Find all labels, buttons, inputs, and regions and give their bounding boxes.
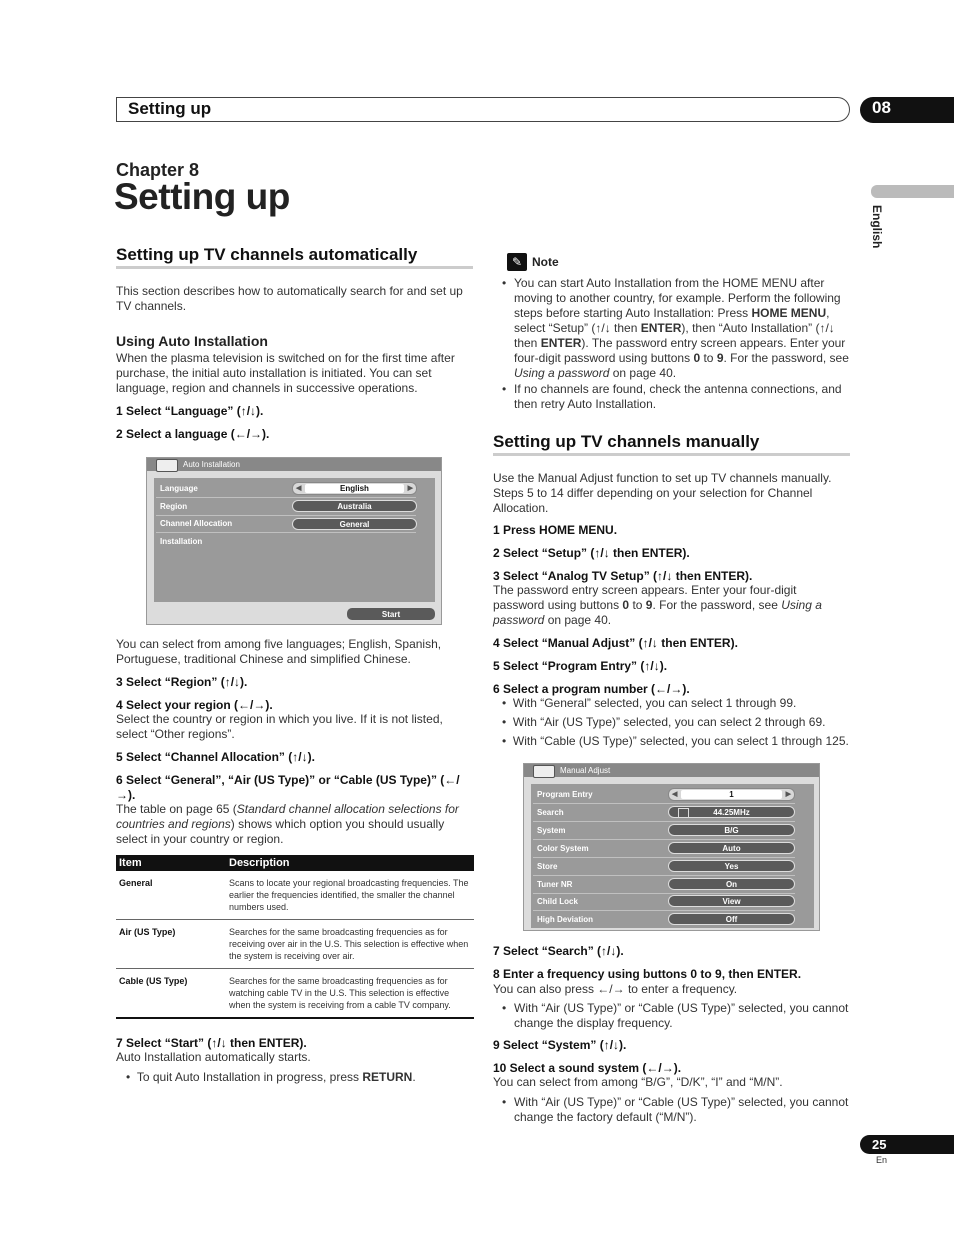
osd-divider	[533, 893, 795, 894]
language-side-tab	[871, 185, 954, 198]
manual-step-8-text: You can also press ←/→ to enter a frequency.	[493, 982, 738, 996]
table-row	[116, 920, 474, 969]
side-language-label: English	[870, 205, 884, 249]
region-value[interactable]: Australia	[292, 500, 417, 512]
table-cell-item: Cable (US Type)	[119, 976, 188, 986]
page-number: 25	[860, 1135, 954, 1154]
manual-step-6-bullet: • With “Cable (US Type)” selected, you can select 1 through 125.	[502, 734, 849, 748]
manual-step-10-text: You can select from among “B/G”, “D/K”, “I” and “M/N”.	[493, 1075, 783, 1089]
password-reference: Using a password	[493, 598, 822, 627]
text-span: The password entry screen appears. Enter your four-digit password using buttons	[493, 583, 797, 612]
manual-step-6: 6 Select a program number (←/→).	[493, 682, 690, 696]
step-2: 2 Select a language (←/→).	[116, 427, 270, 441]
text-span: The table on page 65 (	[116, 802, 237, 816]
osd-row-label: Tuner NR	[537, 880, 573, 889]
color-system-value[interactable]: Auto	[668, 842, 795, 854]
note-icon: ✎	[507, 253, 527, 271]
table-cell-desc: Scans to locate your regional broadcasting frequencies. The earlier the frequencies identified, the smaller the channel numbers used.	[226, 871, 474, 920]
section-title-auto: Setting up TV channels automatically	[116, 245, 418, 264]
text-span: ) shows which option you should usually select in your country or region.	[116, 817, 445, 846]
bullet-dot: •	[502, 1095, 507, 1109]
manual-step-7: 7 Select “Search” (↑/↓).	[493, 944, 624, 958]
section-rule	[493, 453, 850, 456]
manual-step-2: 2 Select “Setup” (↑/↓ then ENTER).	[493, 546, 690, 560]
bullet-dot: •	[502, 276, 507, 290]
digit-key: 9	[716, 351, 724, 365]
arrow-right-icon[interactable]: ▶	[785, 791, 791, 798]
manual-step-4: 4 Select “Manual Adjust” (↑/↓ then ENTER).	[493, 636, 738, 650]
step-3: 3 Select “Region” (↑/↓).	[116, 675, 248, 689]
keypad-icon	[678, 808, 689, 818]
osd-header	[524, 764, 819, 777]
osd-row-label: Installation	[160, 537, 203, 546]
language-selector[interactable]	[292, 482, 417, 495]
tv-icon	[533, 765, 555, 778]
manual-step-6-bullet: • With “General” selected, you can select 1 through 99.	[502, 696, 797, 710]
digit-key: 0	[693, 351, 701, 365]
osd-row-label: Store	[537, 862, 558, 871]
osd-row-label: Channel Allocation	[160, 519, 233, 528]
text-span: To quit Auto Installation in progress, press	[136, 1070, 363, 1084]
digit-key: 0	[622, 598, 630, 612]
chapter-number-badge: 08	[860, 97, 954, 123]
bullet-text: With “Air (US Type)” or “Cable (US Type)” selected, you cannot change the factory default (“M/N”).	[514, 1095, 849, 1124]
start-button[interactable]: Start	[346, 607, 436, 621]
note-title: Note	[532, 255, 559, 269]
search-frequency[interactable]	[668, 806, 795, 818]
table-header-description: Description	[226, 855, 474, 871]
osd-divider	[533, 910, 795, 911]
text-span: ), then “Auto Installation” (↑/↓ then	[514, 321, 835, 350]
step-5: 5 Select “Channel Allocation” (↑/↓).	[116, 750, 315, 764]
step-4-text: Select the country or region in which you live. If it is not listed, select “Other regions”.	[116, 712, 443, 741]
note-bullet-1-text	[514, 276, 850, 381]
step-7: 7 Select “Start” (↑/↓ then ENTER).	[116, 1036, 307, 1050]
manual-step-9: 9 Select “System” (↑/↓).	[493, 1038, 627, 1052]
allocation-table	[116, 855, 474, 1017]
table-header-item: Item	[116, 855, 226, 871]
step-6-text	[116, 802, 474, 847]
manual-step-8-bullet	[502, 1001, 850, 1031]
osd-row-label: Color System	[537, 844, 589, 853]
intro-text: This section describes how to automatically search for and set up TV channels.	[116, 284, 463, 313]
text-span: With “Air (US Type)” selected, you can select 2 through 69.	[512, 715, 826, 729]
manual-intro: Use the Manual Adjust function to set up TV channels manually. Steps 5 to 14 differ depending on your selection for Channel Allocation.	[493, 471, 832, 515]
tv-icon	[156, 459, 178, 472]
osd-divider	[156, 515, 416, 516]
table-cell-desc: Searches for the same broadcasting frequencies as for receiving over air in the U.S. This selection is effective when the system is receiving over air.	[226, 920, 474, 969]
osd-row-label: System	[537, 826, 566, 835]
bullet-dot: •	[502, 1001, 507, 1015]
note-bullet-1	[502, 276, 850, 381]
osd-title: Manual Adjust	[560, 766, 611, 775]
osd-divider	[533, 839, 795, 840]
osd-divider	[156, 532, 416, 533]
osd-row-label: High Deviation	[537, 915, 594, 924]
subsection-text: When the plasma television is switched on for the first time after purchase, the initial auto installation is initiated. You can set language, region and channels in successive operations.	[116, 351, 455, 395]
osd-divider	[156, 497, 416, 498]
arrow-left-icon[interactable]: ◀	[296, 485, 302, 492]
table-cell-item: General	[116, 871, 226, 920]
section-title-manual: Setting up TV channels manually	[493, 432, 760, 451]
step-7-text: Auto Installation automatically starts.	[116, 1050, 311, 1064]
text-span: ). The password entry screen appears. Enter your four-digit password using buttons	[514, 336, 846, 365]
store-value[interactable]: Yes	[668, 860, 795, 872]
manual-step-3: 3 Select “Analog TV Setup” (↑/↓ then ENTER).	[493, 569, 753, 583]
osd-row-label: Region	[160, 502, 188, 511]
text-span: . For the password, see	[723, 351, 849, 365]
page-reference: Standard channel allocation selections for countries and regions	[116, 802, 459, 831]
section-rule	[116, 266, 473, 269]
text-span: on page 40.	[544, 613, 612, 627]
selector-value: 1	[729, 790, 734, 799]
manual-adjust-screen	[523, 763, 820, 931]
channel-allocation-value[interactable]: General	[292, 518, 417, 530]
bullet-dot: •	[502, 382, 507, 396]
arrow-right-icon[interactable]: ▶	[407, 485, 413, 492]
step-6: 6 Select “General”, “Air (US Type)” or “Cable (US Type)” (←/	[116, 773, 460, 787]
text-span: to	[700, 351, 717, 365]
table-cell-item: Air (US Type)	[116, 920, 226, 969]
manual-step-3-text	[493, 583, 851, 628]
text-span: . For the password, see	[652, 598, 782, 612]
manual-step-10-bullet	[502, 1095, 850, 1125]
osd-header	[147, 458, 441, 471]
header-bar	[116, 97, 850, 122]
osd-divider	[533, 857, 795, 858]
page-language: En	[876, 1155, 888, 1165]
auto-installation-screen	[146, 457, 442, 625]
osd-divider	[533, 875, 795, 876]
high-deviation-value[interactable]: Off	[668, 913, 795, 925]
enter-key: ENTER	[540, 336, 582, 350]
bullet-text: With “Air (US Type)” or “Cable (US Type)” selected, you cannot change the display frequency.	[514, 1001, 849, 1030]
table-row	[116, 969, 474, 1018]
step-4: 4 Select your region (←/→).	[116, 698, 273, 712]
manual-step-6-bullet: • With “Air (US Type)” selected, you can select 2 through 69.	[502, 715, 826, 729]
chapter-label: Chapter 8	[116, 160, 200, 180]
digit-key: 9	[645, 598, 653, 612]
page-title: Setting up	[114, 176, 290, 217]
child-lock-value[interactable]: View	[668, 895, 795, 907]
table-row	[116, 871, 474, 920]
text-span: on page 40.	[609, 366, 677, 380]
osd-title: Auto Installation	[183, 460, 240, 469]
manual-step-1: 1 Press HOME MENU.	[493, 523, 618, 537]
osd-row-label: Search	[537, 808, 564, 817]
home-menu-key: HOME MENU	[751, 306, 827, 320]
osd-divider	[533, 803, 795, 804]
note-bullet-2	[502, 382, 850, 412]
password-reference: Using a password	[514, 366, 610, 380]
allocation-table-wrap	[116, 855, 474, 1019]
arrow-left-icon[interactable]: ◀	[672, 791, 678, 798]
step-1: 1 Select “Language” (↑/↓).	[116, 404, 264, 418]
table-cell-desc: Searches for the same broadcasting frequencies as for watching cable TV in the U.S. This selection is effective when the system is receiving from a cable TV company.	[229, 976, 451, 1010]
step-6-cont: →).	[116, 788, 136, 802]
frequency-value: 44.25MHz	[713, 808, 750, 817]
program-entry-selector[interactable]	[668, 788, 795, 801]
osd-row-label: Child Lock	[537, 897, 578, 906]
header-title: Setting up	[128, 99, 212, 118]
text-span: .	[412, 1070, 416, 1084]
osd-row-label: Language	[160, 484, 198, 493]
step-7-bullet: • To quit Auto Installation in progress, press RETURN.	[126, 1070, 416, 1084]
osd-row-label: Program Entry	[537, 790, 593, 799]
text-span: With “General” selected, you can select 1 through 99.	[512, 696, 797, 710]
system-value[interactable]: B/G	[668, 824, 795, 836]
selector-value: English	[340, 484, 369, 493]
text-span: You can start Auto Installation from the HOME MENU after moving to another country, for example. Perform the following steps before starting Auto Installation: Press	[514, 276, 841, 320]
manual-step-8: 8 Enter a frequency using buttons 0 to 9, then ENTER.	[493, 967, 802, 981]
subsection-title: Using Auto Installation	[116, 333, 268, 349]
text-span: to	[629, 598, 646, 612]
manual-step-10: 10 Select a sound system (←/→).	[493, 1061, 682, 1075]
language-text: You can select from among five languages; English, Spanish, Portuguese, traditional Chinese and simplified Chinese.	[116, 637, 442, 666]
return-key: RETURN	[362, 1070, 413, 1084]
text-span: With “Cable (US Type)” selected, you can select 1 through 125.	[512, 734, 849, 748]
tuner-nr-value[interactable]: On	[668, 878, 795, 890]
text-span: , select “Setup” (↑/↓ then	[514, 306, 830, 335]
osd-divider	[533, 821, 795, 822]
note-bullet-2-text: If no channels are found, check the antenna connections, and then retry Auto Installation.	[514, 382, 842, 411]
enter-key: ENTER	[640, 321, 682, 335]
manual-step-5: 5 Select “Program Entry” (↑/↓).	[493, 659, 668, 673]
